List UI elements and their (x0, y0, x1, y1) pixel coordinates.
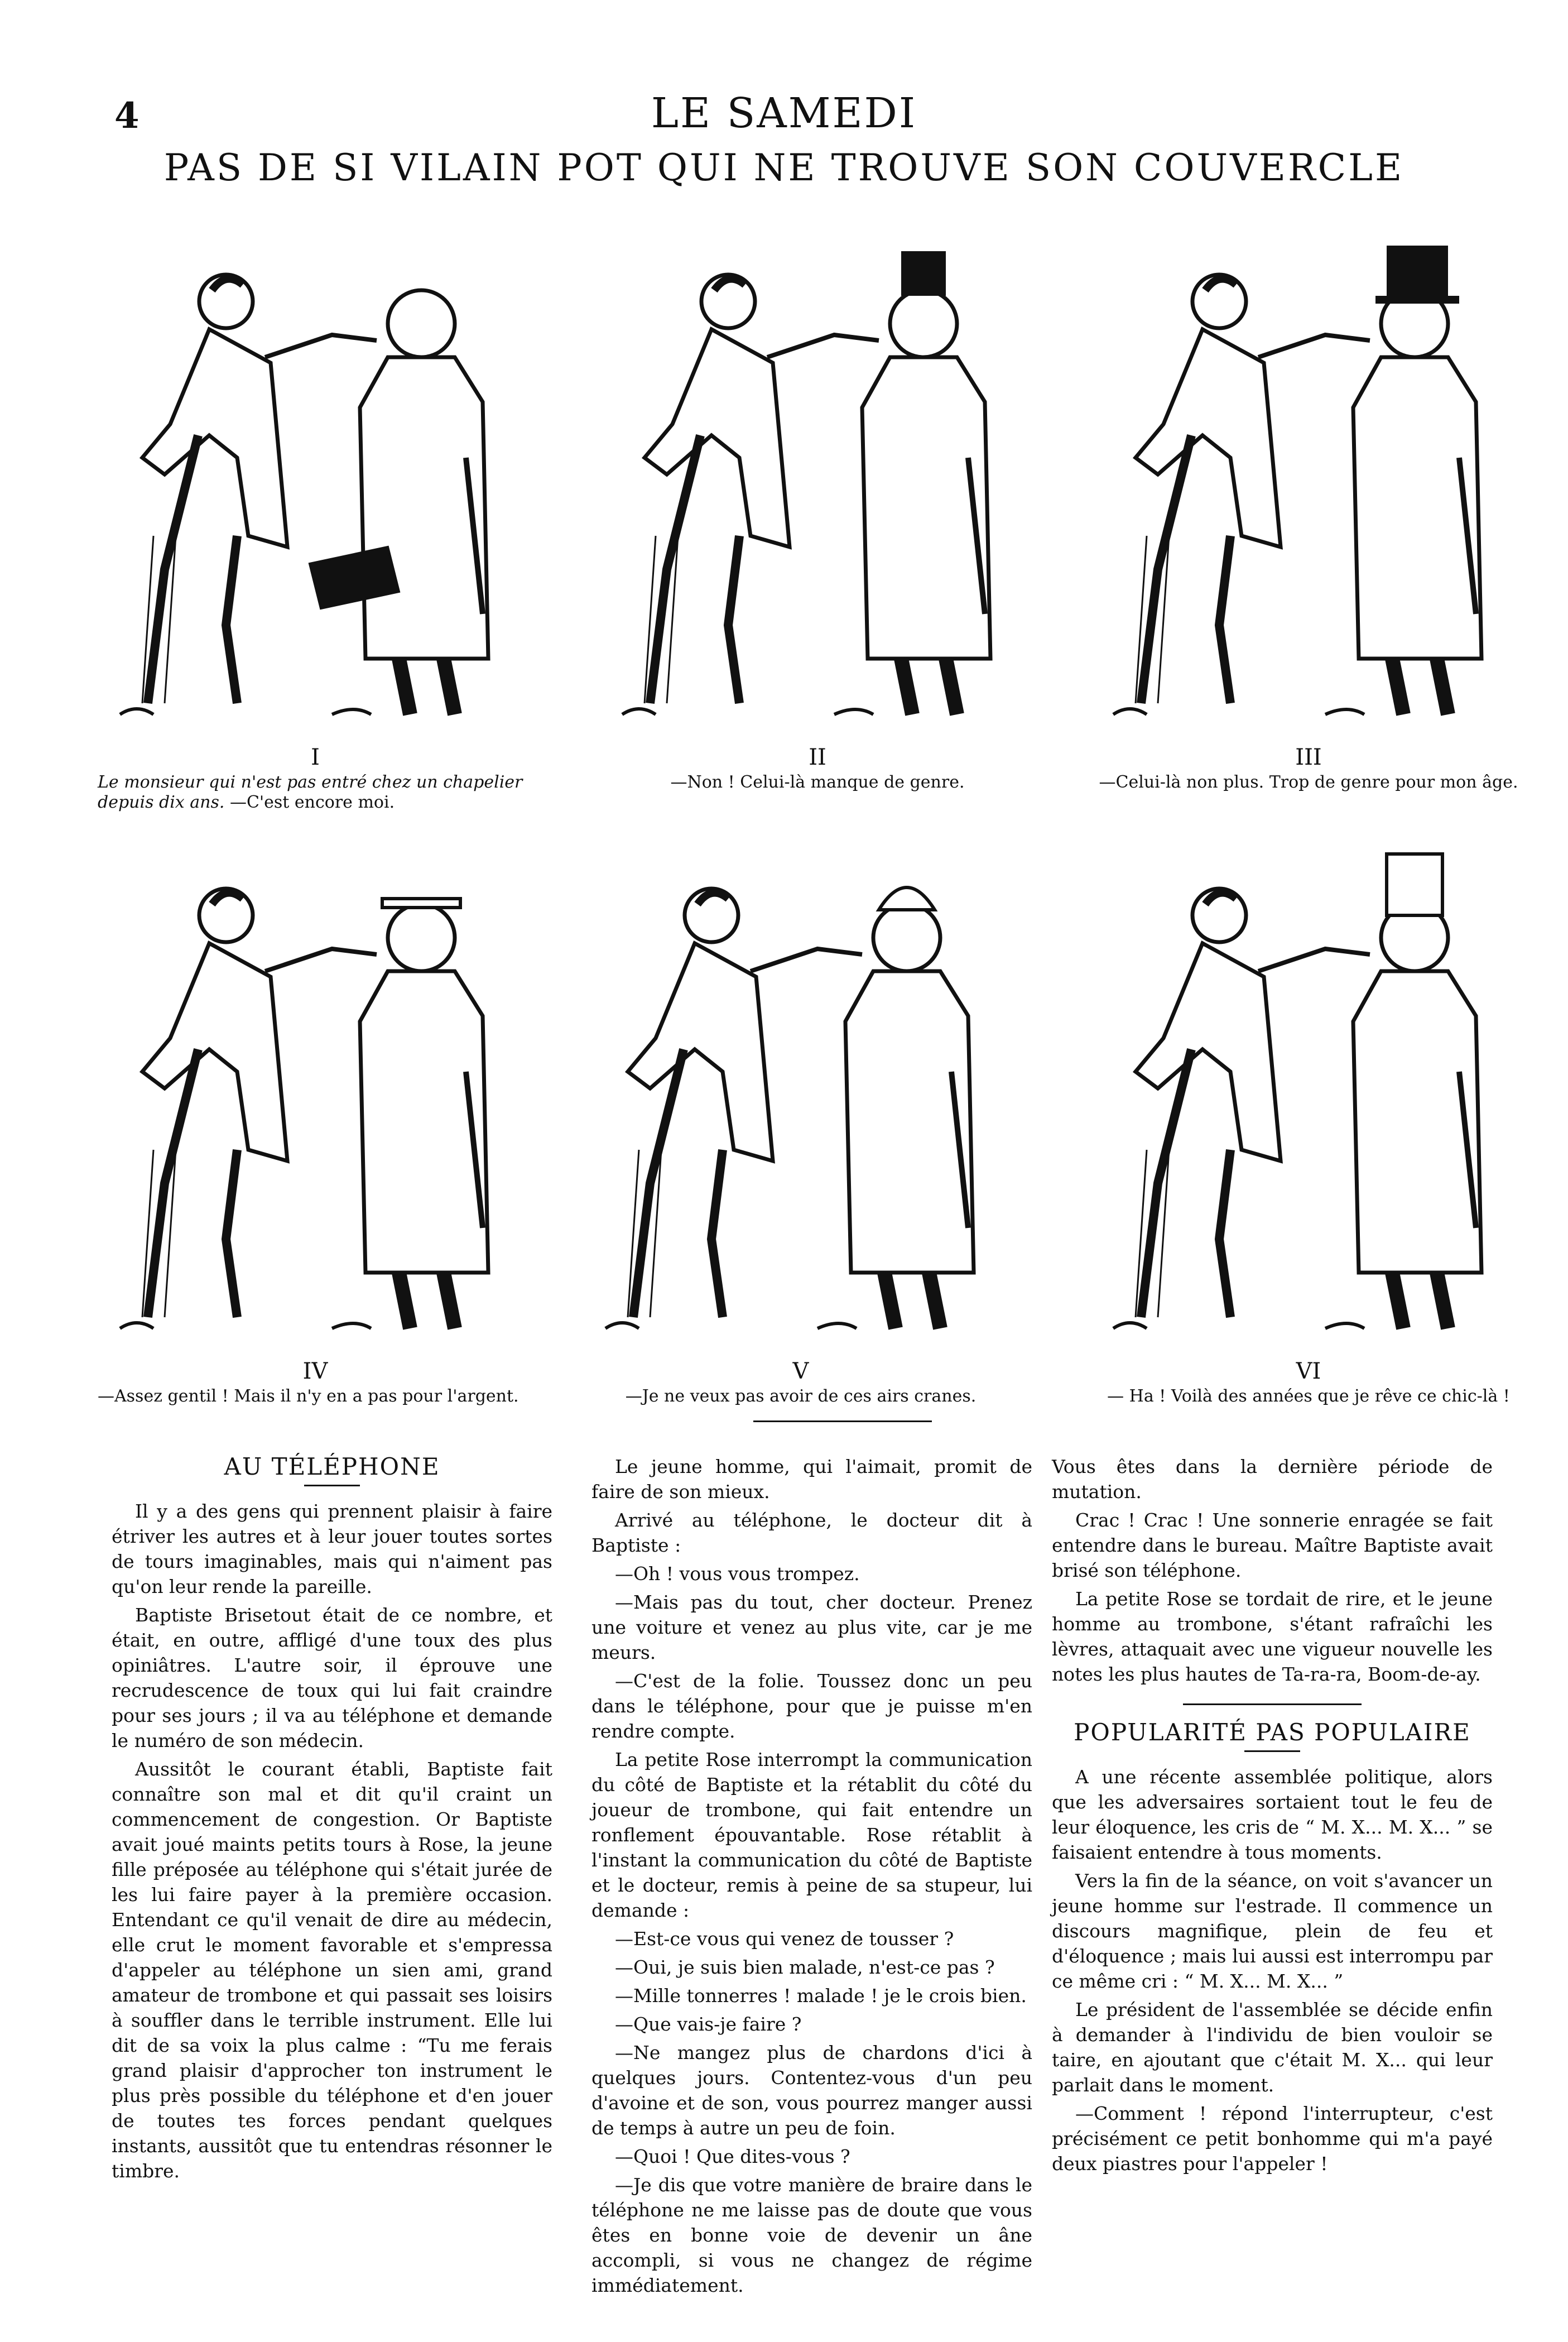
panel-numeral: II (809, 745, 826, 770)
dialogue-line: —Oui, je suis bien malade, n'est-ce pas ? (615, 1956, 995, 1978)
panel-numeral: I (311, 745, 320, 770)
panel-illustration (1091, 223, 1526, 742)
publication-title: LE SAMEDI (651, 89, 917, 137)
panel-caption-text: —C'est encore moi. (229, 793, 395, 812)
paragraph: Le président de l'assemblée se décide enfin à demander à l'individu de bien vouloir se taire, en ajoutant que c'était M. X... qui leur parlait dans le moment. (1052, 1999, 1493, 2096)
panel-caption: —Je ne veux pas avoir de ces airs cranes. (625, 1386, 977, 1406)
comic-panel-4 (98, 837, 533, 1407)
section-divider (1183, 1703, 1362, 1705)
panel-caption-italic: Le monsieur qui n'est pas entré chez un chapelier depuis dix ans. (98, 772, 523, 812)
paragraph: Le jeune homme, qui l'aimait, promit de faire de son mieux. (591, 1456, 1032, 1503)
bowler-hat (879, 887, 935, 910)
dialogue-line: —Quoi ! Que dites-vous ? (615, 2146, 850, 2167)
panel-caption: —Celui-là non plus. Trop de genre pour mon âge. (1099, 772, 1518, 792)
dialogue-line: —Que vais-je faire ? (615, 2013, 802, 2035)
paragraph: La petite Rose interrompt la communication du côté de Baptiste et la rétablit du côté du joueur de trombone, qui fait entendre un ronflement épouvantable. Rose rétablit à l'instant la communication du côté de Baptiste et le docteur, remis à peine de sa stupeur, lui demande : (591, 1749, 1032, 1921)
dialogue-line: —Je dis que votre manière de braire dans le téléphone ne me laisse pas de doute que vous êtes en bonne voie de devenir un âne accompli, si vous ne changez de régime immédiatement. (591, 2174, 1032, 2296)
panel-illustration (1091, 837, 1526, 1356)
panel-caption: —Non ! Celui-là manque de genre. (670, 772, 965, 792)
article-column-3 (1052, 1454, 1493, 2180)
paragraph: Il y a des gens qui prennent plaisir à faire étriver les autres et à leur jouer toutes sortes de tours imaginables, mais qui n'aiment pas qu'on leur rende la pareille. (112, 1500, 552, 1597)
paragraph: —Comment ! répond l'interrupteur, c'est précisément ce petit bonhomme qui m'a payé deux piastres pour l'appeler ! (1052, 2103, 1493, 2175)
title-rule (304, 1485, 360, 1486)
paragraph: La petite Rose se tordait de rire, et le jeune homme au trombone, s'étant rafraîchi les lèvres, attaquait avec une vigueur nouvelle les notes les plus hautes de Ta-ra-ra, Boom-de-ay. (1052, 1588, 1493, 1685)
panel-illustration (600, 223, 1035, 742)
dialogue-line: —Mais pas du tout, cher docteur. Prenez une voiture et venez au plus vite, car je me meurs. (591, 1591, 1032, 1663)
dialogue-line: —Ne mangez plus de chardons d'ici à quelques jours. Contentez-vous d'un peu d'avoine et de son, vous pourrez manger aussi de temps à autre un peu de foin. (591, 2042, 1032, 2139)
page-number: 4 (114, 95, 140, 137)
panel-numeral: VI (1296, 1359, 1321, 1384)
paragraph: Vers la fin de la séance, on voit s'avancer un jeune homme sur l'estrade. Il commence un discours magnifique, plein de feu et d'éloquence ; mais lui aussi est interrompu par ce même cri : “ M. X... M. X... ” (1052, 1870, 1493, 1992)
panel-illustration (583, 837, 1018, 1356)
panel-illustration (98, 223, 533, 742)
paragraph: Vous êtes dans la dernière période de mutation. (1052, 1456, 1493, 1503)
article-title-telephone: AU TÉLÉPHONE (224, 1453, 440, 1480)
tall-hat-on-head (1387, 246, 1448, 301)
comic-panel-6 (1091, 837, 1526, 1407)
panel-caption: — Ha ! Voilà des années que je rêve ce chic-là ! (1107, 1386, 1510, 1406)
panel-caption (98, 772, 533, 813)
dialogue-line: —Mille tonnerres ! malade ! je le crois bien. (615, 1985, 1027, 2007)
title-rule (1244, 1750, 1300, 1752)
boater-hat (382, 899, 460, 908)
paragraph: A une récente assemblée politique, alors que les adversaires sortaient tout le feu de leur éloquence, les cris de “ M. X... M. X... ” se faisaient entendre à tous moments. (1052, 1766, 1493, 1863)
article-column-1 (112, 1454, 552, 2187)
comic-panel-3 (1091, 223, 1526, 793)
panel-caption: —Assez gentil ! Mais il n'y en a pas pour l'argent. (98, 1386, 519, 1406)
panel-illustration (98, 837, 533, 1356)
dialogue-line: —Est-ce vous qui venez de tousser ? (615, 1928, 954, 1950)
article-title-popularite: POPULARITÉ PAS POPULAIRE (1074, 1719, 1471, 1746)
comic-panel-1 (98, 223, 533, 813)
comic-panel-5 (583, 837, 1018, 1407)
panel-numeral: III (1295, 745, 1322, 770)
panel-numeral: V (792, 1359, 809, 1384)
comic-banner-title: PAS DE SI VILAIN POT QUI NE TROUVE SON COUVERCLE (163, 146, 1405, 189)
paragraph: Aussitôt le courant établi, Baptiste fait connaître son mal et dit qu'il craint un commencement de congestion. Or Baptiste avait joué maints petits tours à Rose, la jeune fille préposée au téléphone qui s'était jurée de les lui faire payer à la première occasion. Entendant ce qu'il venait de dire au médecin, elle crut le moment favorable et s'empressa d'appeler au téléphone un sien ami, grand amateur de trombone et qui passait ses loisirs à souffler dans le terrible instrument. Elle lui dit de sa voix la plus calme : “Tu me ferais grand plaisir d'approcher ton instrument le plus près possible du téléphone et d'en jouer de toutes tes forces pendant quelques instants, aussitôt que tu entendras résonner le timbre. (112, 1758, 552, 2182)
paragraph: Crac ! Crac ! Une sonnerie enragée se fait entendre dans le bureau. Maître Baptiste avait brisé son téléphone. (1052, 1509, 1493, 1581)
tall-hat-on-head (901, 251, 946, 296)
panel-numeral: IV (302, 1359, 328, 1384)
tall-white-hat (1387, 854, 1442, 915)
paragraph: Arrivé au téléphone, le docteur dit à Baptiste : (591, 1509, 1032, 1556)
article-column-2 (591, 1454, 1032, 2301)
paragraph: Baptiste Brisetout était de ce nombre, et était, en outre, affligé d'une toux des plus opiniâtres. L'autre soir, il éprouve une recrudescence de toux qui lui fait craindre pour ses jours ; il va au téléphone et demande le numéro de son médecin. (112, 1604, 552, 1751)
dialogue-line: —Oh ! vous vous trompez. (615, 1563, 860, 1585)
section-divider (753, 1420, 932, 1422)
dialogue-line: —C'est de la folie. Toussez donc un peu dans le téléphone, pour que je puisse m'en rendre compte. (591, 1670, 1032, 1742)
comic-panel-2 (600, 223, 1035, 793)
